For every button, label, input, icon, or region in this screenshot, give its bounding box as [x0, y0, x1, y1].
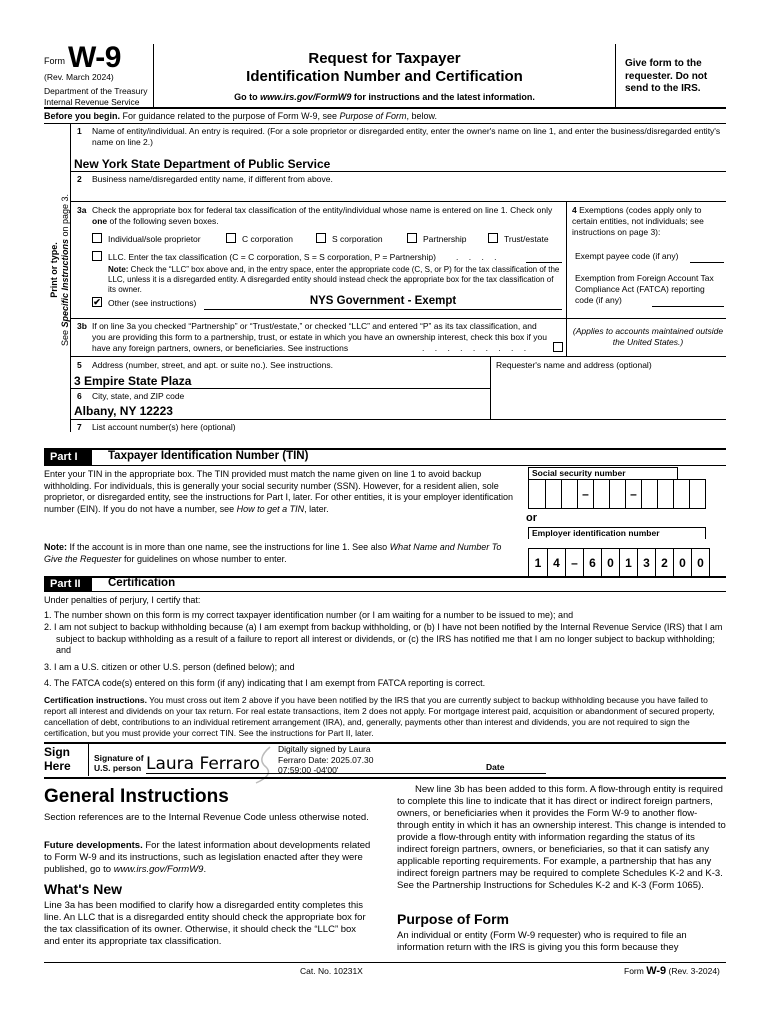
before-you-begin	[44, 111, 437, 122]
part1-text-a: Enter your TIN in the appropriate box. The TIN provided must match the name given on line 1 to avoid backup withholding. For individuals, this is generally your social security number (SSN). However, for a resident alien, sole proprietor, or disregarded entity, see the instructions for Part I, later. For other entities, it is your employer identification number (EIN). If you do not have a number, see	[44, 469, 514, 514]
llc-note-label: Note:	[108, 265, 129, 274]
part1-note-end: for guidelines on whose number to enter.	[121, 553, 287, 564]
part1-note	[44, 542, 514, 565]
llc-checkbox[interactable]	[92, 251, 102, 261]
cert-instructions-text: You must cross out item 2 above if you have been notified by the IRS that you are currently subject to backup withholding because you have failed to report all interest and dividends on your tax return. For real estate transactions, item 2 does not apply. For mortgage interest paid, acquisition or abandonment of secured property, cancellation of debt, contributions to an individual retirement arrangement (IRA), and, generally, payments other than interest and dividends, you are not required to sign the certification, but you must provide your correct TIN. See the instructions for Part II, later.	[44, 695, 715, 738]
cert-item-3: 3. I am a U.S. citizen or other U.S. person (defined below); and	[44, 662, 295, 672]
part1-label: Part I	[44, 450, 92, 465]
line1-name-field[interactable]: New York State Department of Public Service	[74, 157, 331, 171]
fatca-label: Exemption from Foreign Account Tax Compliance Act (FATCA) reporting code (if any)	[575, 273, 714, 305]
before-begin-label: Before you begin.	[44, 111, 121, 121]
cert-instructions	[44, 695, 726, 739]
department: Department of the Treasury	[44, 86, 148, 96]
ein-digit: 2	[655, 549, 673, 577]
city-state-zip-field[interactable]: Albany, NY 12223	[74, 404, 173, 418]
ssn-digit	[689, 480, 705, 508]
form-label: Form	[44, 56, 65, 66]
line4-text: Exemptions (codes apply only to certain entities, not individuals; see instructions on page 3):	[572, 205, 704, 237]
whats-new-heading: What's New	[44, 881, 123, 897]
cert-item-1: 1. The number shown on this form is my correct taxpayer identification number (or I am waiting for a number to be issued to me); and	[44, 610, 574, 620]
ssn-field[interactable]	[528, 479, 706, 509]
line6-number: 6	[77, 391, 82, 401]
irs-w9-link[interactable]: www.irs.gov/FormW9	[113, 864, 204, 875]
line3a-label-one: one	[92, 216, 108, 226]
fatca-input[interactable]	[652, 306, 724, 307]
sidebar-specific: Specific Instructions	[60, 239, 70, 328]
sig-label-1: Signature of	[94, 753, 144, 763]
footer-form-word: Form	[624, 966, 644, 976]
ssn-dash: –	[625, 480, 641, 508]
part1-note-label: Note:	[44, 542, 67, 552]
ein-digit: 1	[534, 556, 542, 570]
sidebar-print-type: Print or type.	[49, 242, 59, 298]
other-label: Other (see instructions)	[108, 298, 197, 308]
line3a-label-a: Check the appropriate box for federal tax classification of the entity/individual whose name is entered on line 1. Check only	[92, 205, 553, 215]
line5-number: 5	[77, 360, 82, 370]
ein-digit: 4	[547, 549, 565, 577]
purpose-of-form-link: Purpose of Form	[339, 111, 407, 121]
ein-digit: 6	[583, 549, 601, 577]
llc-label: LLC. Enter the tax classification (C = C corporation, S = S corporation, P = Partnership)	[108, 252, 436, 262]
footer-form-id	[624, 965, 720, 978]
foreign-partners-checkbox[interactable]	[553, 342, 563, 352]
ssn-digit	[529, 480, 545, 508]
part1-title: Taxpayer Identification Number (TIN)	[108, 450, 309, 462]
requester-label: Requester's name and address (optional)	[496, 360, 652, 370]
ssn-digit	[657, 480, 673, 508]
line1-number: 1	[77, 126, 82, 136]
future-dev-text: For the latest information about developments related to Form W-9 and its instructions, such as legislation enacted after they were published, go to	[44, 840, 371, 875]
exempt-payee-label: Exempt payee code (if any)	[575, 251, 679, 261]
catalog-number: Cat. No. 10231X	[300, 966, 363, 976]
whats-new-text: Line 3a has been modified to clarify how a disregarded entity completes this line. An LLC that is a disregarded entity should check the appropriate box for the tax classification of its owner. Otherwise, it should check the “LLC” box and enter its appropriate tax classification.	[44, 900, 366, 947]
before-begin-end: , below.	[406, 111, 438, 121]
individual-label: Individual/sole proprietor	[108, 234, 201, 244]
sidebar-page: on page 3.	[60, 193, 70, 239]
how-to-get-tin-link: How to get a TIN	[236, 503, 305, 514]
signature-label	[94, 753, 144, 773]
exempt-payee-input[interactable]	[690, 262, 724, 263]
form-number: W-9	[68, 41, 121, 74]
c-corporation-checkbox[interactable]	[226, 233, 236, 243]
sig-label-2: U.S. person	[94, 763, 142, 773]
s-corporation-label: S corporation	[332, 234, 383, 244]
cert-item-4: 4. The FATCA code(s) entered on this form (if any) indicating that I am exempt from FATCA reporting is correct.	[44, 678, 486, 688]
ssn-digit	[673, 480, 689, 508]
line7-label: List account number(s) here (optional)	[92, 422, 236, 432]
ssn-digit	[593, 480, 609, 508]
llc-note-text: Check the “LLC” box above and, in the entry space, enter the appropriate code (C, S, or P) for the tax classification of the LLC, unless it is a disregarded entity. A disregarded entity should instead check the appropriate box for the tax classification of its owner.	[108, 265, 560, 294]
sidebar-see: See	[60, 327, 70, 347]
part2-title: Certification	[108, 577, 176, 589]
future-dev-end: .	[203, 864, 207, 875]
ssn-digit	[561, 480, 577, 508]
line2-label: Business name/disregarded entity name, if different from above.	[92, 174, 333, 184]
ein-dash: –	[565, 549, 583, 577]
sign-word: Sign	[44, 745, 70, 759]
before-begin-text: For guidance related to the purpose of Form W-9, see	[120, 111, 340, 121]
ein-field[interactable]	[528, 548, 710, 578]
line3b-text: If on line 3a you checked “Partnership” or “Trust/estate,” or checked “LLC” and entered “P” as its tax classification, and you are providing this form to a partnership, trust, or estate in which you have an ownership interest, check this box if you have any foreign partners, owners, or beneficiaries. See instructions	[92, 321, 547, 353]
partnership-label: Partnership	[423, 234, 467, 244]
future-developments	[44, 840, 374, 876]
line1-label: Name of entity/individual. An entry is required. (For a sole proprietor or disregarded entity, enter the owner's name on line 1, and enter the business/disregarded entity's name on line 2.)	[92, 126, 721, 147]
ein-digit: 0	[601, 549, 619, 577]
ssn-digit	[609, 480, 625, 508]
part2-label: Part II	[44, 577, 92, 592]
date-label: Date	[486, 762, 505, 772]
form-title-line1: Request for Taxpayer	[308, 50, 461, 67]
s-corporation-checkbox[interactable]	[316, 233, 326, 243]
trust-estate-label: Trust/estate	[504, 234, 549, 244]
cert-item-2: 2. I am not subject to backup withholding because (a) I am exempt from backup withholding, or (b) I have not been notified by the Internal Revenue Service (IRS) that I am subject to backup withholding as a result of a failure to report all interest or dividends, or (c) the IRS has notified me that I am no longer subject to backup withholding; and	[44, 622, 723, 655]
footer-form-number: W-9	[646, 965, 667, 977]
address-field[interactable]: 3 Empire State Plaza	[74, 374, 192, 388]
goto-url-link[interactable]: www.irs.gov/FormW9	[260, 92, 352, 102]
ein-digit: 3	[637, 549, 655, 577]
ein-digit: 1	[619, 549, 637, 577]
cert-instructions-label: Certification instructions.	[44, 695, 147, 705]
llc-classification-input[interactable]	[526, 262, 562, 263]
other-classification-field[interactable]: NYS Government - Exempt	[309, 295, 457, 307]
section-references: Section references are to the Internal Revenue Code unless otherwise noted.	[44, 812, 369, 823]
goto-prefix: Go to	[234, 92, 261, 102]
ssn-digit	[545, 480, 561, 508]
other-checkbox[interactable]: ✔	[93, 297, 101, 307]
individual-checkbox[interactable]	[92, 233, 102, 243]
line3b-dots: . . . . . . . . .	[422, 343, 531, 353]
ein-digit: 0	[673, 549, 691, 577]
part1-text-end: , later.	[304, 503, 329, 514]
ssn-digit	[641, 480, 657, 508]
line7-number: 7	[77, 422, 82, 432]
ein-digit: 0	[691, 549, 709, 577]
applies-note: (Applies to accounts maintained outside the United States.)	[572, 326, 724, 347]
what-name-link: What Name and Number To Give the Requester	[44, 542, 502, 564]
line4-exemptions	[572, 205, 724, 238]
footer-rev: (Rev. 3-2024)	[668, 966, 720, 976]
revision-date: (Rev. March 2024)	[44, 72, 114, 82]
agency: Internal Revenue Service	[44, 97, 140, 107]
ein-label: Employer identification number	[528, 527, 706, 539]
line3a-number: 3a	[77, 205, 87, 215]
ssn-label: Social security number	[528, 467, 678, 479]
c-corporation-label: C corporation	[242, 234, 294, 244]
line4-number: 4	[572, 205, 577, 215]
future-dev-label: Future developments.	[44, 840, 143, 851]
form-title-line2: Identification Number and Certification	[246, 68, 523, 85]
trust-estate-checkbox[interactable]	[488, 233, 498, 243]
digital-signature-stamp: Digitally signed by Laura Ferraro Date: 2025.07.30 07:59:00 -04'00'	[278, 744, 374, 775]
perjury-intro: Under penalties of perjury, I certify that:	[44, 595, 201, 605]
line3b-number: 3b	[77, 321, 87, 331]
part1-note-a: If the account is in more than one name, see the instructions for line 1. See also	[67, 542, 390, 552]
general-instructions-heading: General Instructions	[44, 786, 229, 807]
or-label: or	[526, 512, 537, 524]
purpose-heading: Purpose of Form	[397, 911, 510, 927]
line2-business-name-field[interactable]	[74, 186, 722, 200]
give-form-note: Give form to the requester. Do not send to the IRS.	[625, 58, 708, 94]
line5-label: Address (number, street, and apt. or suite no.). See instructions.	[92, 360, 333, 370]
account-numbers-field[interactable]	[74, 432, 722, 442]
llc-note	[108, 265, 562, 295]
print-or-type-sidebar	[44, 123, 70, 419]
signature-watermark-icon	[252, 745, 274, 785]
sign-here-label	[44, 745, 71, 773]
part1-instructions	[44, 469, 514, 515]
ssn-dash: –	[577, 480, 593, 508]
purpose-text: An individual or entity (Form W-9 requester) who is required to file an information return with the IRS is giving you this form because they	[397, 930, 687, 953]
line6-label: City, state, and ZIP code	[92, 391, 185, 401]
line2-number: 2	[77, 174, 82, 184]
line3a-label	[92, 205, 562, 227]
signature-field[interactable]: Laura Ferraro	[146, 754, 260, 774]
goto-suffix: for instructions and the latest information.	[351, 92, 535, 102]
goto-instructions	[154, 92, 615, 103]
line3b-new-text: New line 3b has been added to this form. A flow-through entity is required to complete this line to indicate that it has direct or indirect foreign partners, owners, or beneficiaries when it provides the Form W-9 to another flow-through entity in which it has an ownership interest. This change is intended to provide a flow-through entity with information regarding the status of its indirect foreign partners, owners, or beneficiaries, so that it can satisfy any applicable reporting requirements. For example, a partnership that has any indirect foreign partners may be required to complete Schedules K-2 and K-3. See the Partnership Instructions for Schedules K-2 and K-3 (Form 1065).	[397, 784, 726, 891]
here-word: Here	[44, 759, 71, 773]
partnership-checkbox[interactable]	[407, 233, 417, 243]
llc-dots: . . . .	[456, 252, 501, 262]
line3a-label-b: of the following seven boxes.	[107, 216, 219, 226]
